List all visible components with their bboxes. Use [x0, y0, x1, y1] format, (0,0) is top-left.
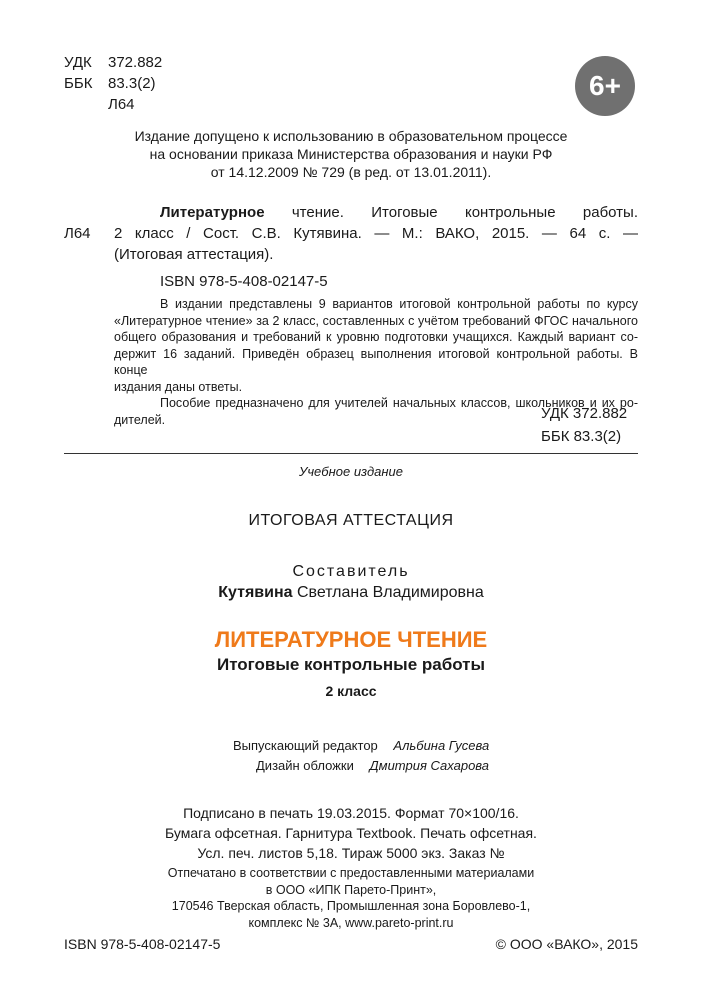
classification [541, 404, 627, 446]
author-code: Л64 [108, 96, 135, 113]
compiler-given-names: Светлана Владимировна [292, 584, 484, 601]
udk-value: 372.882 [108, 54, 163, 71]
print-info [0, 804, 702, 862]
bib-title-bold: Литературное [160, 204, 265, 221]
grade: 2 класс [325, 683, 377, 699]
cover-designer-name: Дмитрия Сахарова [369, 758, 490, 773]
annotation-line: держит 16 заданий. Приведён образец выполнения итоговой контрольной работы. В конце [114, 346, 638, 377]
compiler-name [0, 584, 702, 602]
series-title: ИТОГОВАЯ АТТЕСТАЦИЯ [248, 512, 454, 529]
editor-credit [233, 737, 489, 754]
annotation-line: «Литературное чтение» за 2 класс, составленных с учётом требований ФГОС начального [114, 313, 638, 328]
editor-label: Выпускающий редактор [233, 738, 378, 753]
printer-line: 170546 Тверская область, Промышленная зона Боровлево-1, [171, 899, 531, 913]
bib-code: Л64 [64, 225, 91, 242]
print-info-line: Подписано в печать 19.03.2015. Формат 70×100/16. [183, 805, 519, 821]
book-title: ЛИТЕРАТУРНОЕ ЧТЕНИЕ [214, 627, 488, 652]
footer-copyright: © ООО «ВАКО», 2015 [495, 936, 638, 952]
print-info-line: Усл. печ. листов 5,18. Тираж 5000 экз. Заказ № [197, 845, 505, 861]
udk-label: УДК [64, 54, 92, 71]
annotation-line: Пособие предназначено для учителей начальных классов, школьников и их ро- [160, 396, 638, 410]
annotation-line: дителей. [114, 412, 166, 427]
editor-name: Альбина Гусева [393, 738, 490, 753]
approval-line: Издание допущено к использованию в образовательном процессе [134, 128, 568, 144]
bbk-label: ББК [64, 75, 93, 92]
print-info-line: Бумага офсетная. Гарнитура Textbook. Печать офсетная. [165, 825, 537, 841]
classification-bbk: ББК 83.3(2) [541, 428, 622, 445]
approval-line: на основании приказа Министерства образования и науки РФ [149, 146, 553, 162]
printer-line: Отпечатано в соответствии с предоставленными материалами [167, 866, 535, 880]
udk-block [64, 53, 162, 114]
printer-info [0, 865, 702, 931]
footer-isbn: ISBN 978-5-408-02147-5 [64, 936, 221, 952]
cover-credit [256, 757, 489, 774]
isbn: ISBN 978-5-408-02147-5 [160, 273, 328, 290]
classification-udk: УДК 372.882 [541, 405, 628, 422]
annotation-line: В издании представлены 9 вариантов итоговой контрольной работы по курсу [160, 297, 638, 311]
bib-title-rest: чтение. Итоговые контрольные работы. [264, 204, 638, 221]
approval-notice [100, 127, 602, 181]
bib-record [114, 203, 638, 291]
bib-line: (Итоговая аттестация). [114, 246, 274, 263]
book-subtitle: Итоговые контрольные работы [216, 655, 486, 674]
age-rating-badge: 6+ [575, 56, 635, 116]
bib-line [114, 203, 638, 222]
annotation-line: общего образования и требований к уровню подготовки учащихся. Каждый вариант со- [114, 330, 638, 344]
annotation-line: издания даны ответы. [114, 379, 243, 394]
printer-line: в ООО «ИПК Парето-Принт», [265, 882, 437, 897]
printer-line: комплекс № 3А, www.pareto-print.ru [248, 915, 454, 930]
divider [64, 453, 638, 454]
bib-line: 2 класс / Сост. С.В. Кутявина. — М.: ВАКО, 2015. — 64 с. — [114, 225, 638, 242]
compiler-label: Составитель [292, 563, 410, 580]
bbk-value: 83.3(2) [108, 75, 156, 92]
approval-line: от 14.12.2009 № 729 (в ред. от 13.01.2011). [210, 164, 492, 180]
edition-type: Учебное издание [299, 464, 403, 479]
cover-label: Дизайн обложки [256, 758, 354, 773]
compiler-surname: Кутявина [218, 584, 293, 601]
